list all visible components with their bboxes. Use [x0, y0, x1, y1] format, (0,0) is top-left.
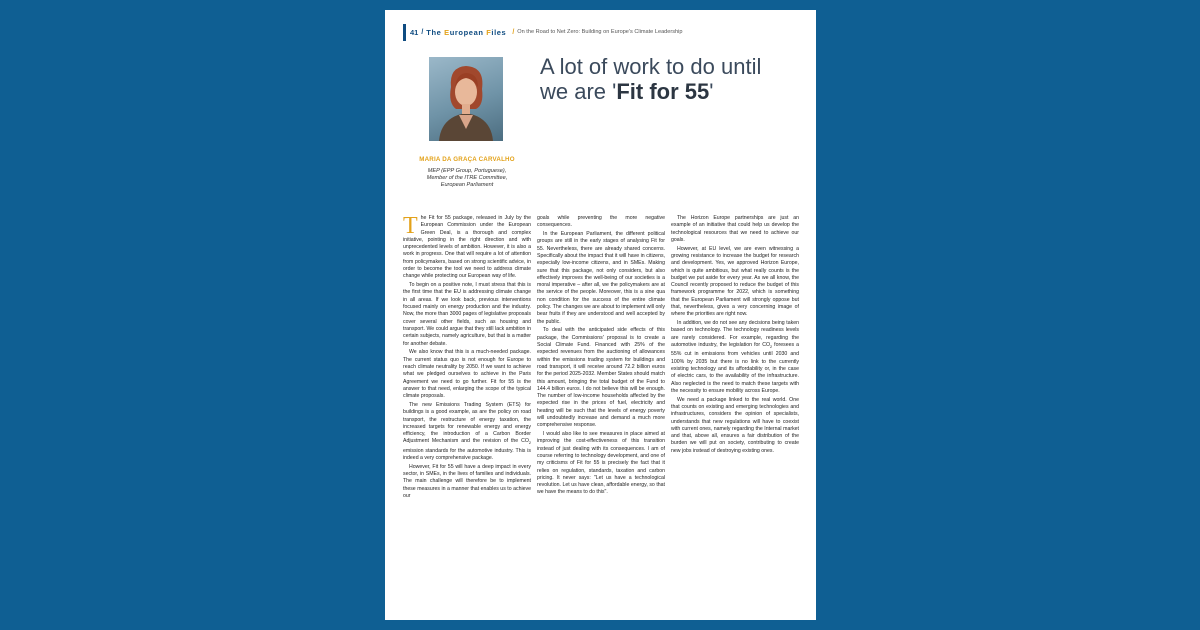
paragraph: In addition, we do not see any decisions being taken based on technology. The technology readiness levels are rarely considered. For example, regarding the automotive industry, the legislation for $CO_2$ foresees a 55% cut in emissions from vehicles until 2030 and 100% by 2035 but there is no link to the currently existing technology and its affordability or, in the case of electric cars, to the availability of the infrastructure. Also neglected is the need to match these targets with the necessity to ensure mobility across Europe.: [671, 320, 799, 394]
body-column-2: [537, 215, 665, 611]
paragraph: In the European Parliament, the different political groups are still in the early stages of analysing Fit for 55. Nevertheless, there are already shared concerns. Specifically about the impact that it will have in citizens, especially low-income citizens, and in SMEs. Making sure that this package, not only considers, but also effectively improves the well-being of our societies is a moral imperative – after all, we the policymakers are at the service of the people. Moreover, this is a sine qua non condition for the success of the entire climate policy. The changes we are about to implement will only bear fruits if they are understood and well accepted by the public.: [537, 231, 665, 325]
paragraph: I would also like to see measures in place aimed at improving the cost-effectiveness of this transition instead of just dealing with its consequences. I am of course referring to technology development, and one of my criticisms of Fit for 55 is precisely the fact that it relies on regulation, standards, taxation and carbon pricing. It never says: "Let us have a technological revolution. Let us have clean, affordable energy, so that we have the means to do this".: [537, 431, 665, 496]
paragraph: We need a package linked to the real world. One that counts on existing and emerging technologies and infrastructures, considers the opinion of specialists, understands that new regulations will have to coexist with current ones, namely regarding the Internal market and that, above all, ensures a fair distribution of the burden we will put on society, contributing to create new jobs instead of destroying existing ones.: [671, 396, 799, 454]
header-slash: /: [421, 28, 424, 36]
section-title: On the Road to Net Zero: Building on Europe's Climate Leadership: [517, 29, 683, 35]
section-slash: /: [512, 28, 515, 36]
article-body: [385, 215, 816, 615]
article-title: [540, 54, 800, 104]
paragraph: The Fit for 55 package, released in July by the European Commission under the European Green Deal, is a thorough and complex initiative, pointing in the right direction and with unprecedented levels of ambition. However, it is also a work in progress. One that will require a lot of attention from policymakers, based on strong scientific advice, in order to become the tool we need to address climate change while protecting our European way of life.: [403, 215, 531, 280]
author-photo: [429, 57, 503, 141]
paragraph: goals while preventing the more negative consequences.: [537, 215, 665, 229]
header-accent-bar: [403, 24, 406, 41]
publication-name: The European Files: [426, 27, 507, 37]
paragraph: To deal with the anticipated side effects of this package, the Commissions' proposal is to create a Social Climate Fund. Financed with 25% of the expected revenues from the auctioning of allowances within the emissions trading system for buildings and road transport, it will receive around 72.2 billion euros for the period 2025-2032. Member States should match this amount, bringing the total budget of the Fund to 144.4 billion euros. I do not believe this will be enough. The number of low-income households affected by the expected rise in the prices of fuel, electricity and heating will be such that the levels of energy poverty will undoubtedly increase and demand a much more comprehensive response.: [537, 327, 665, 429]
author-name: MARIA DA GRAÇA CARVALHO: [419, 156, 515, 163]
magazine-page: [385, 10, 816, 620]
author-portrait-image: [429, 57, 503, 141]
body-column-1: [403, 215, 531, 611]
paragraph: To begin on a positive note, I must stress that this is the first time that the EU is addressing climate change in all areas. If we look back, previous interventions focused mainly on energy production and the industry. Now, the more than 3000 pages of legislative proposals cover several other fields, such as housing and transport. We could argue that they still lack ambition in certain subjects, namely agriculture, but that is a matter for another debate.: [403, 282, 531, 347]
drop-cap: T: [403, 215, 418, 239]
author-role: MEP (EPP Group, Portuguese), Member of the ITRE Committee, European Parliament: [426, 168, 508, 188]
title-line-1: A lot of work to do until: [540, 54, 762, 79]
paragraph: However, Fit for 55 will have a deep impact in every sector, in SMEs, in the lives of families and individuals. The main challenge will therefore be to implement these measures in a manner that enables us to achieve our: [403, 463, 531, 500]
author-block: [405, 156, 529, 189]
paragraph: However, at EU level, we are even witnessing a growing resistance to increase the budget for research and development. Yes, we approved Horizon Europe, which is quite ambitious, but what really counts is the budget we put aside for every year. As we all know, the Council recently proposed to reduce the budget of this framework programme for 2022, which is something that the European Parliament will strongly oppose but that, nevertheless, gives a very concerning image of where the priorities are right now.: [671, 245, 799, 318]
paragraph: We also know that this is a much-needed package. The current status quo is not enough for Europe to reach climate neutrality by 2050. If we want to achieve what we pledged ourselves to achieve in the Paris Agreement we need to go further. Fit for 55 is the answer to that need, enlarging the scope of the typical climate proposals.: [403, 349, 531, 400]
body-column-3: [671, 215, 799, 611]
paragraph: The new Emissions Trading System (ETS) for buildings is a good example, as are the policy on road transport, the restructure of energy taxation, the increased targets for renewable energy and energy efficiency, the introduction of a Carbon Border Adjustment Mechanism and the revision of the $CO_2$ emission standards for the automotive industry. This is indeed a very comprehensive package.: [403, 401, 531, 462]
paragraph: The Horizon Europe partnerships are just an example of an initiative that could help us develop the technological resources that we need to achieve our goals.: [671, 215, 799, 243]
page-number: 41: [410, 27, 419, 37]
title-highlight: Fit for 55: [616, 79, 710, 104]
page-header: [403, 22, 803, 42]
title-line-2: we are 'Fit for 55': [540, 79, 714, 104]
